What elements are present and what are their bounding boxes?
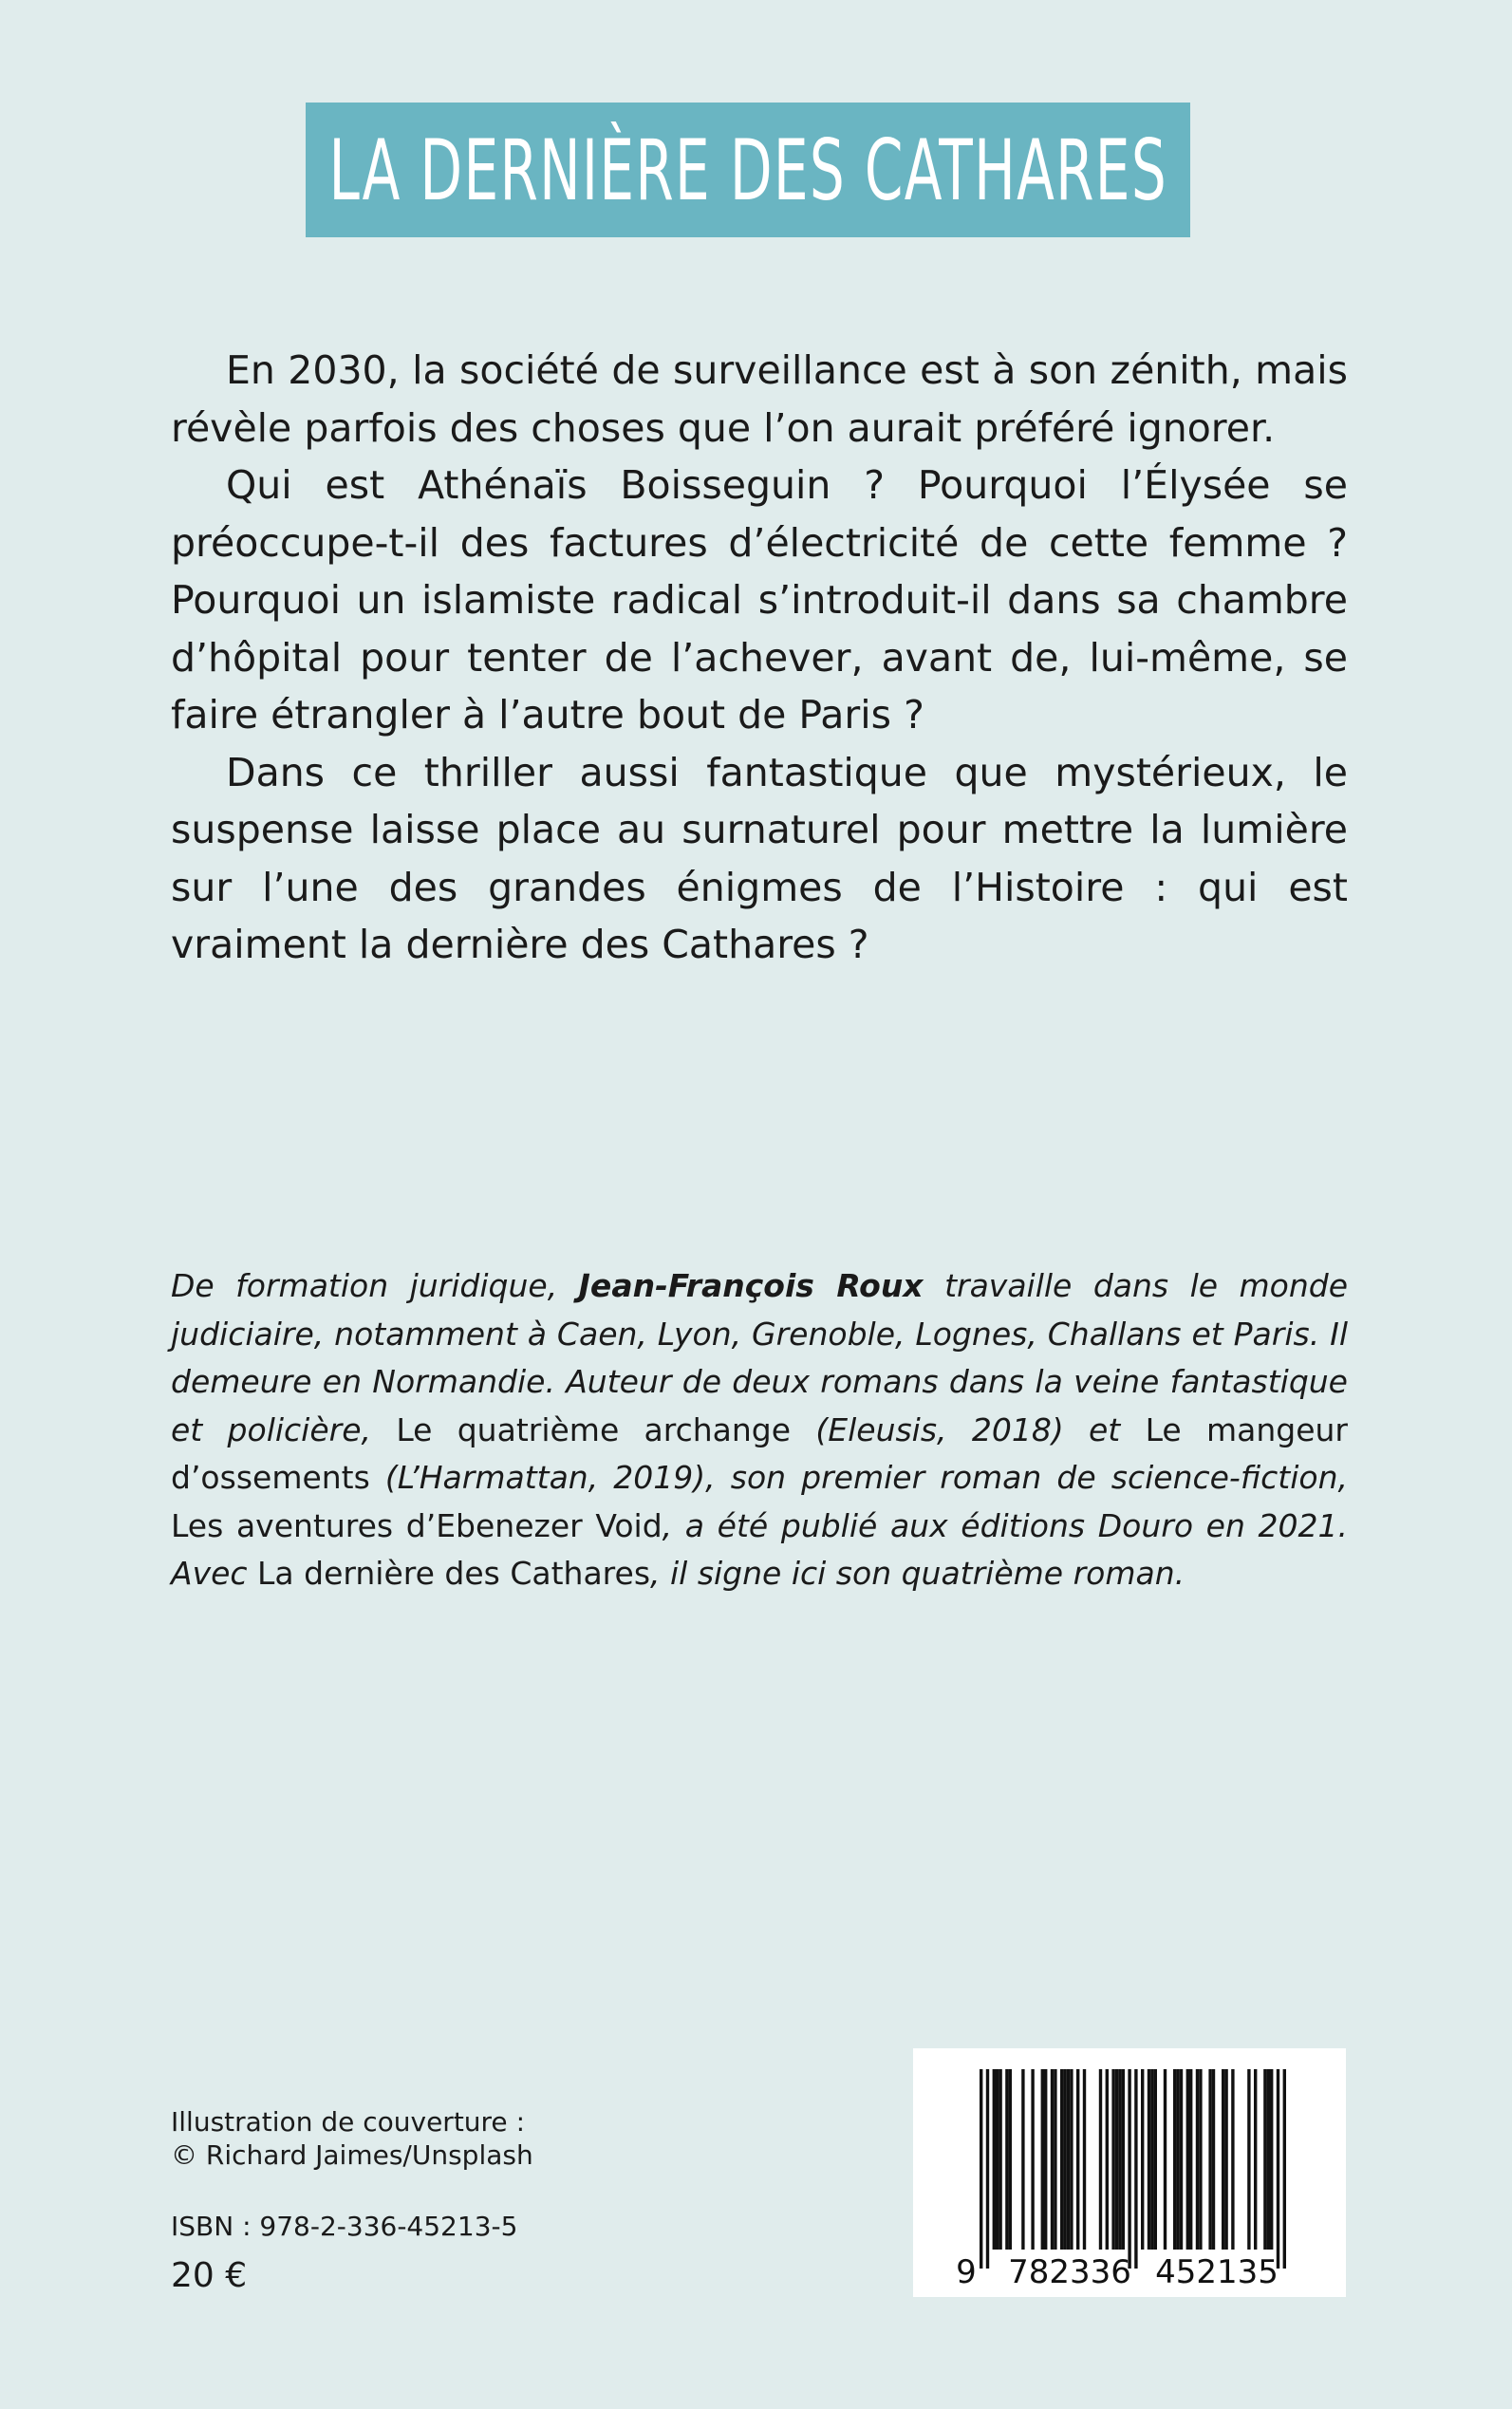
barcode-bar <box>1283 2069 1286 2269</box>
barcode-bar <box>1106 2069 1109 2250</box>
barcode-right-digits: 452135 <box>1155 2253 1279 2291</box>
barcode-bar <box>986 2069 989 2269</box>
bio-text: travaille dans le monde judiciaire, notamment à Caen, Lyon, Grenoble, Lognes, Challans et Paris. Il demeure en Normandie. Auteur de deux romans dans la veine fantastique et policière, <box>171 1267 1349 1448</box>
author-bio <box>171 1262 1348 1598</box>
bio-text: De formation juridique, <box>171 1267 579 1304</box>
barcode-bar <box>980 2069 982 2269</box>
credit-label: Illustration de couverture : <box>171 2106 525 2138</box>
blurb-paragraph: Dans ce thriller aussi fantastique que mystérieux, le suspense laisse place au surnaturel pour mettre la lumière sur l’une des grandes énigmes de l’Histoire : qui est vraiment la dernière des Cathares ? <box>171 749 1348 967</box>
barcode-bar <box>1067 2069 1070 2250</box>
barcode-left-digits: 782336 <box>1008 2253 1131 2291</box>
bio-text: , il signe ici son quatrième roman. <box>650 1555 1185 1592</box>
barcode-bar <box>1173 2069 1176 2250</box>
barcode-bar <box>1263 2069 1266 2250</box>
book-title: LA DERNIÈRE DES CATHARES <box>328 121 1167 219</box>
barcode-bar <box>1176 2069 1179 2250</box>
author-name: Jean-François Roux <box>578 1267 924 1304</box>
barcode-bar <box>1277 2069 1279 2269</box>
barcode-bars <box>980 2069 1286 2269</box>
barcode-bar <box>1141 2069 1144 2250</box>
barcode-bar <box>1186 2069 1189 2250</box>
barcode-bar <box>1199 2069 1202 2250</box>
barcode-bar <box>1208 2069 1211 2250</box>
barcode-bar <box>1044 2069 1047 2250</box>
barcode-bar <box>1196 2069 1199 2250</box>
title-banner <box>306 103 1190 237</box>
book-title-4: La dernière des Cathares <box>257 1555 651 1592</box>
barcode-bar <box>1099 2069 1102 2250</box>
barcode-bar <box>1224 2069 1227 2250</box>
barcode-bar <box>1128 2069 1130 2269</box>
barcode-bar <box>1031 2069 1034 2250</box>
barcode-bar <box>1164 2069 1167 2250</box>
barcode-bar <box>1076 2069 1079 2250</box>
barcode-bar <box>1189 2069 1192 2250</box>
barcode-bar <box>1063 2069 1066 2250</box>
barcode-bar <box>1270 2069 1273 2250</box>
barcode-bar <box>1254 2069 1257 2250</box>
barcode-bar <box>1111 2069 1114 2250</box>
barcode-bar <box>993 2069 996 2250</box>
barcode-bar <box>1212 2069 1215 2250</box>
bio-text: , a été publié aux éditions Douro en 2021. Avec <box>171 1506 1348 1592</box>
barcode-bar <box>1115 2069 1118 2250</box>
barcode-bar <box>1122 2069 1125 2250</box>
barcode-bar <box>1051 2069 1054 2250</box>
credit-owner: © Richard Jaimes/Unsplash <box>171 2139 533 2171</box>
barcode-bar <box>1154 2069 1157 2250</box>
barcode-bar <box>999 2069 1001 2250</box>
barcode-bar <box>1118 2069 1121 2250</box>
barcode-bar <box>1180 2069 1183 2250</box>
barcode-graphic <box>913 2048 1346 2297</box>
blurb <box>171 342 1348 974</box>
barcode <box>913 2048 1346 2297</box>
blurb-paragraph: En 2030, la société de surveillance est à son zénith, mais révèle parfois des choses que l’on aurait préféré ignorer. <box>171 347 1348 451</box>
barcode-bar <box>1083 2069 1086 2250</box>
price: 20 € <box>171 2256 248 2295</box>
barcode-bar <box>1150 2069 1153 2250</box>
barcode-bar <box>1148 2069 1150 2250</box>
barcode-bar <box>1070 2069 1073 2250</box>
book-title-3: Les aventures d’Ebenezer Void <box>171 1506 663 1544</box>
barcode-bar <box>1054 2069 1056 2250</box>
book-title-2: Le mangeur d’ossements <box>171 1410 1348 1496</box>
barcode-bar <box>1222 2069 1224 2250</box>
barcode-bar <box>1267 2069 1270 2250</box>
blurb-paragraph: Qui est Athénaïs Boisseguin ? Pourquoi l’Élysée se préoccupe-t-il des factures d’électricité de cette femme ? Pourquoi un islamiste radical s’introduit-il dans sa chambre d’hôpital pour tenter de l’achever, avant de, lui-même, se faire étrangler à l’autre bout de Paris ? <box>171 462 1348 738</box>
barcode-bar <box>1134 2069 1137 2269</box>
barcode-bar <box>996 2069 999 2250</box>
barcode-first-digit: 9 <box>956 2253 977 2291</box>
book-title-1: Le quatrième archange <box>396 1410 792 1448</box>
barcode-bar <box>1005 2069 1008 2250</box>
barcode-bar <box>1009 2069 1012 2250</box>
cover-credit <box>171 2105 533 2172</box>
barcode-bar <box>1041 2069 1044 2250</box>
isbn: ISBN : 978-2-336-45213-5 <box>171 2211 518 2242</box>
barcode-bar <box>1021 2069 1024 2250</box>
bio-text: (Eleusis, 2018) et <box>791 1410 1146 1448</box>
bio-text: (L’Harmattan, 2019), son premier roman de science-fiction, <box>369 1459 1348 1496</box>
barcode-bar <box>1231 2069 1234 2250</box>
barcode-bar <box>1060 2069 1063 2250</box>
barcode-bar <box>1247 2069 1250 2250</box>
